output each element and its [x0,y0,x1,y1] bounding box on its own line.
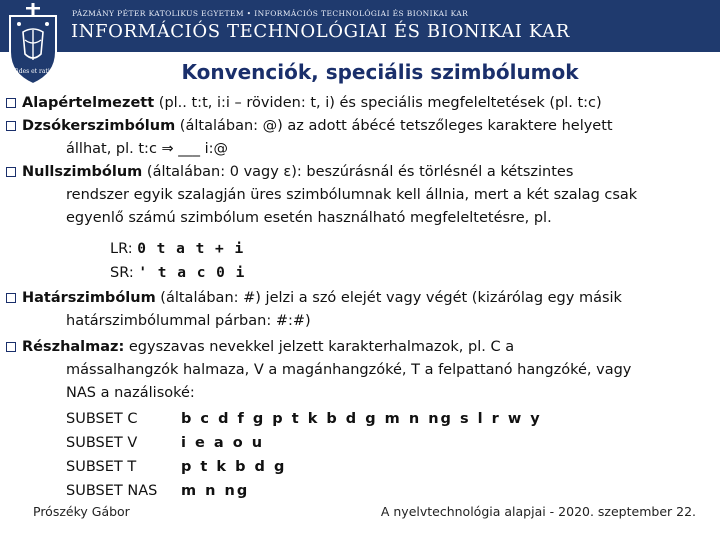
bullet-checkbox-icon [6,98,16,108]
bullet-checkbox-icon [6,342,16,352]
bullet-term: Dzsókerszimbólum [22,118,176,134]
bullet-text: NAS a nazálisoké: [66,385,195,401]
bullet-text: (általában: 0 vagy ε): beszúrásnál és törlésnél a kétszintes [142,164,574,180]
subset-key: SUBSET T [66,459,137,475]
bullet-checkbox-icon [6,167,16,177]
bullet-checkbox-icon [6,121,16,131]
subset-key: SUBSET C [66,411,138,427]
bullet-term: Részhalmaz: [22,339,125,355]
faculty-name: INFORMÁCIÓS TECHNOLÓGIAI ÉS BIONIKAI KAR [71,21,570,42]
example-sr [110,264,245,282]
subset-value: b c d f g p t k b d g m n ng s l r w y [181,411,542,427]
bullet-text: egyszavas nevekkel jelzett karakterhalmazok, pl. C a [124,339,515,355]
bullet-item [22,94,602,112]
subset-key: SUBSET NAS [66,483,158,499]
sr-value: ' t a c 0 i [138,265,246,281]
subset-key: SUBSET V [66,435,138,451]
bullet-text: állhat, pl. t:c ⇒ ___ i:@ [66,141,229,157]
subset-value: m n ng [181,483,250,499]
subset-value: p t k b d g [181,459,287,475]
bullet-term: Alapértelmezett [22,95,155,111]
bullet-text: (általában: @) az adott ábécé tetszőleges karaktere helyett [175,118,613,134]
bullet-text: (pl.. t:t, i:i – röviden: t, i) és speciális megfeleltetések (pl. t:c) [154,95,602,111]
sr-label: SR: [110,265,134,281]
bullet-text: egyenlő számú szimbólum esetén használható megfeleltetésre, pl. [66,210,552,226]
bullet-item [22,117,613,135]
bullet-checkbox-icon [6,293,16,303]
bullet-text: mássalhangzók halmaza, V a magánhangzóké, T a felpattanó hangzóké, vagy [66,362,632,378]
bullet-term: Határszimbólum [22,290,156,306]
lr-value: 0 t a t + i [137,241,245,257]
university-name: PÁZMÁNY PÉTER KATOLIKUS EGYETEM • INFORMÁCIÓS TECHNOLÓGIAI ÉS BIONIKAI KAR [72,9,469,18]
bullet-text: határszimbólummal párban: #:#) [66,313,311,329]
bullet-item [22,289,622,307]
bullet-item [22,338,514,356]
crest-motto: Fides et ratio [12,68,54,75]
subset-value: i e a o u [181,435,265,451]
bullet-text: (általában: #) jelzi a szó elejét vagy végét (kizárólag egy másik [155,290,622,306]
footer-author: Prószéky Gábor [33,504,130,519]
example-lr [110,240,244,258]
slide-title: Konvenciók, speciális szimbólumok [181,60,579,84]
bullet-term: Nullszimbólum [22,164,143,180]
footer-course: A nyelvtechnológia alapjai - 2020. szeptember 22. [380,504,696,519]
bullet-text: rendszer egyik szalagján üres szimbólumnak kell állnia, mert a két szalag csak [66,187,638,203]
lr-label: LR: [110,241,133,257]
bullet-item [22,163,573,181]
